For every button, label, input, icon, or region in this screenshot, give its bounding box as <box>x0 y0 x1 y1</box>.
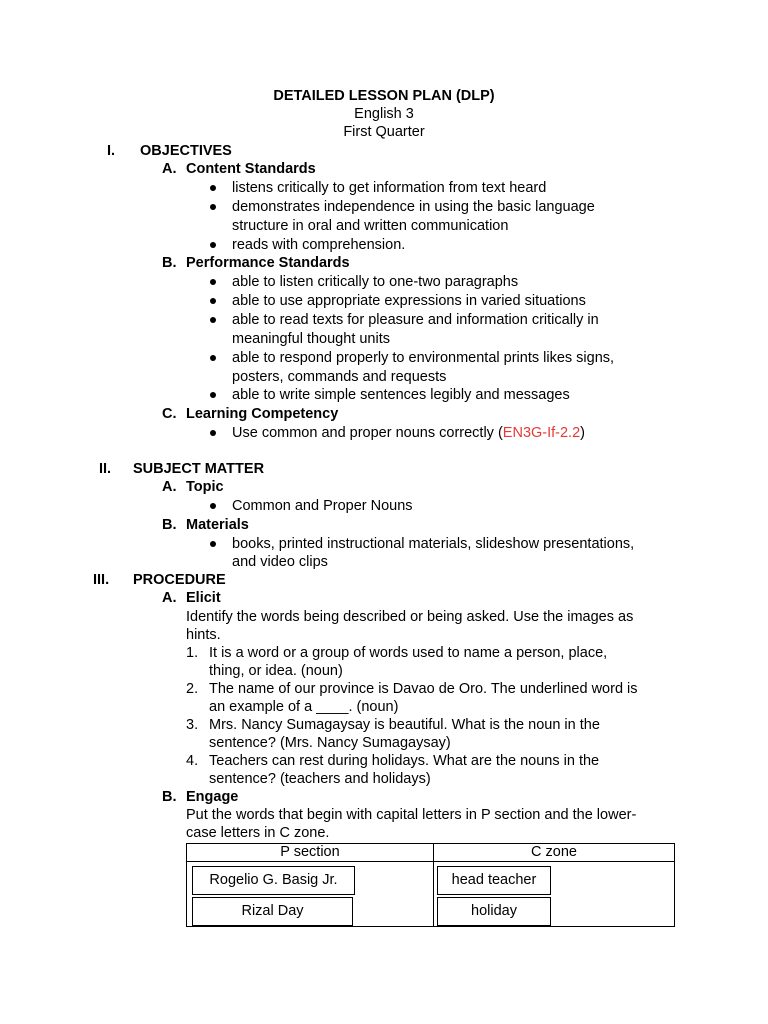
subsection-label-performance-standards: B. <box>162 255 177 271</box>
competency-code: EN3G-If-2.2 <box>502 425 581 441</box>
question-text: Mrs. Nancy Sumagaysay is beautiful. What is the noun in the <box>209 717 600 733</box>
section-heading-procedure: PROCEDURE <box>133 572 226 588</box>
list-item: able to use appropriate expressions in varied situations <box>232 293 586 309</box>
section-numeral-objectives: I. <box>107 143 116 159</box>
subsection-heading-learning-competency: Learning Competency <box>186 406 339 422</box>
question-text: It is a word or a group of words used to name a person, place, <box>209 645 608 661</box>
engage-instructions: Put the words that begin with capital letters in P section and the lower- <box>186 807 637 823</box>
competency-close: ) <box>580 425 585 441</box>
bullet-icon <box>210 503 216 509</box>
question-text: sentence? (Mrs. Nancy Sumagaysay) <box>209 735 451 751</box>
elicit-instructions: Identify the words being described or being asked. Use the images as <box>186 609 634 625</box>
sorting-table <box>186 843 675 927</box>
question-text: an example of a ____. (noun) <box>209 699 399 715</box>
list-item: able to write simple sentences legibly and messages <box>232 387 570 403</box>
subsection-label-elicit: A. <box>162 590 177 606</box>
question-text: sentence? (teachers and holidays) <box>209 771 431 787</box>
subsection-heading-engage: Engage <box>186 789 239 805</box>
bullet-icon <box>210 317 216 323</box>
bullet-icon <box>210 298 216 304</box>
word-card-common[interactable]: holiday <box>437 897 551 926</box>
question-number: 4. <box>186 753 199 769</box>
question-text: Teachers can rest during holidays. What are the nouns in the <box>209 753 600 769</box>
bullet-icon <box>210 279 216 285</box>
bullet-icon <box>210 242 216 248</box>
bullet-icon <box>210 355 216 361</box>
c-zone-header: C zone <box>531 844 577 860</box>
subsection-heading-topic: Topic <box>186 479 224 495</box>
table-header-divider <box>187 861 674 862</box>
subsection-heading-performance-standards: Performance Standards <box>186 255 350 271</box>
bullet-icon <box>210 185 216 191</box>
document-title: DETAILED LESSON PLAN (DLP) <box>273 88 495 104</box>
list-item-continuation: structure in oral and written communication <box>232 218 509 234</box>
engage-instructions: case letters in C zone. <box>186 825 330 841</box>
question-number: 1. <box>186 645 199 661</box>
bullet-icon <box>210 430 216 436</box>
list-item: able to listen critically to one-two paragraphs <box>232 274 519 290</box>
section-numeral-procedure: III. <box>93 572 110 588</box>
list-item-continuation: and video clips <box>232 554 328 570</box>
question-text: The name of our province is Davao de Oro. The underlined word is <box>209 681 638 697</box>
bullet-icon <box>210 541 216 547</box>
list-item: listens critically to get information from text heard <box>232 180 547 196</box>
p-section-header: P section <box>280 844 340 860</box>
word-card-proper[interactable]: Rogelio G. Basig Jr. <box>192 866 355 895</box>
question-number: 3. <box>186 717 199 733</box>
subsection-heading-content-standards: Content Standards <box>186 161 316 177</box>
list-item-continuation: meaningful thought units <box>232 331 390 347</box>
elicit-instructions: hints. <box>186 627 221 643</box>
list-item: Common and Proper Nouns <box>232 498 413 514</box>
list-item: able to read texts for pleasure and information critically in <box>232 312 599 328</box>
subsection-heading-elicit: Elicit <box>186 590 221 606</box>
subsection-label-topic: A. <box>162 479 177 495</box>
subsection-heading-materials: Materials <box>186 517 249 533</box>
list-item: demonstrates independence in using the basic language <box>232 199 595 215</box>
bullet-icon <box>210 392 216 398</box>
list-item-continuation: posters, commands and requests <box>232 369 447 385</box>
subsection-label-learning-competency: C. <box>162 406 177 422</box>
quarter-line: First Quarter <box>343 124 425 140</box>
list-item: reads with comprehension. <box>232 237 406 253</box>
question-number: 2. <box>186 681 199 697</box>
question-text: thing, or idea. (noun) <box>209 663 343 679</box>
learning-competency-item <box>232 424 585 442</box>
competency-text: Use common and proper nouns correctly ( <box>232 425 503 441</box>
subsection-label-materials: B. <box>162 517 177 533</box>
bullet-icon <box>210 204 216 210</box>
subject-line: English 3 <box>354 106 414 122</box>
section-heading-objectives: OBJECTIVES <box>140 143 232 159</box>
list-item: able to respond properly to environmental prints likes signs, <box>232 350 615 366</box>
section-numeral-subject-matter: II. <box>99 461 112 477</box>
section-heading-subject-matter: SUBJECT MATTER <box>133 461 265 477</box>
subsection-label-content-standards: A. <box>162 161 177 177</box>
word-card-common[interactable]: head teacher <box>437 866 551 895</box>
word-card-proper[interactable]: Rizal Day <box>192 897 353 926</box>
subsection-label-engage: B. <box>162 789 177 805</box>
list-item: books, printed instructional materials, slideshow presentations, <box>232 536 635 552</box>
